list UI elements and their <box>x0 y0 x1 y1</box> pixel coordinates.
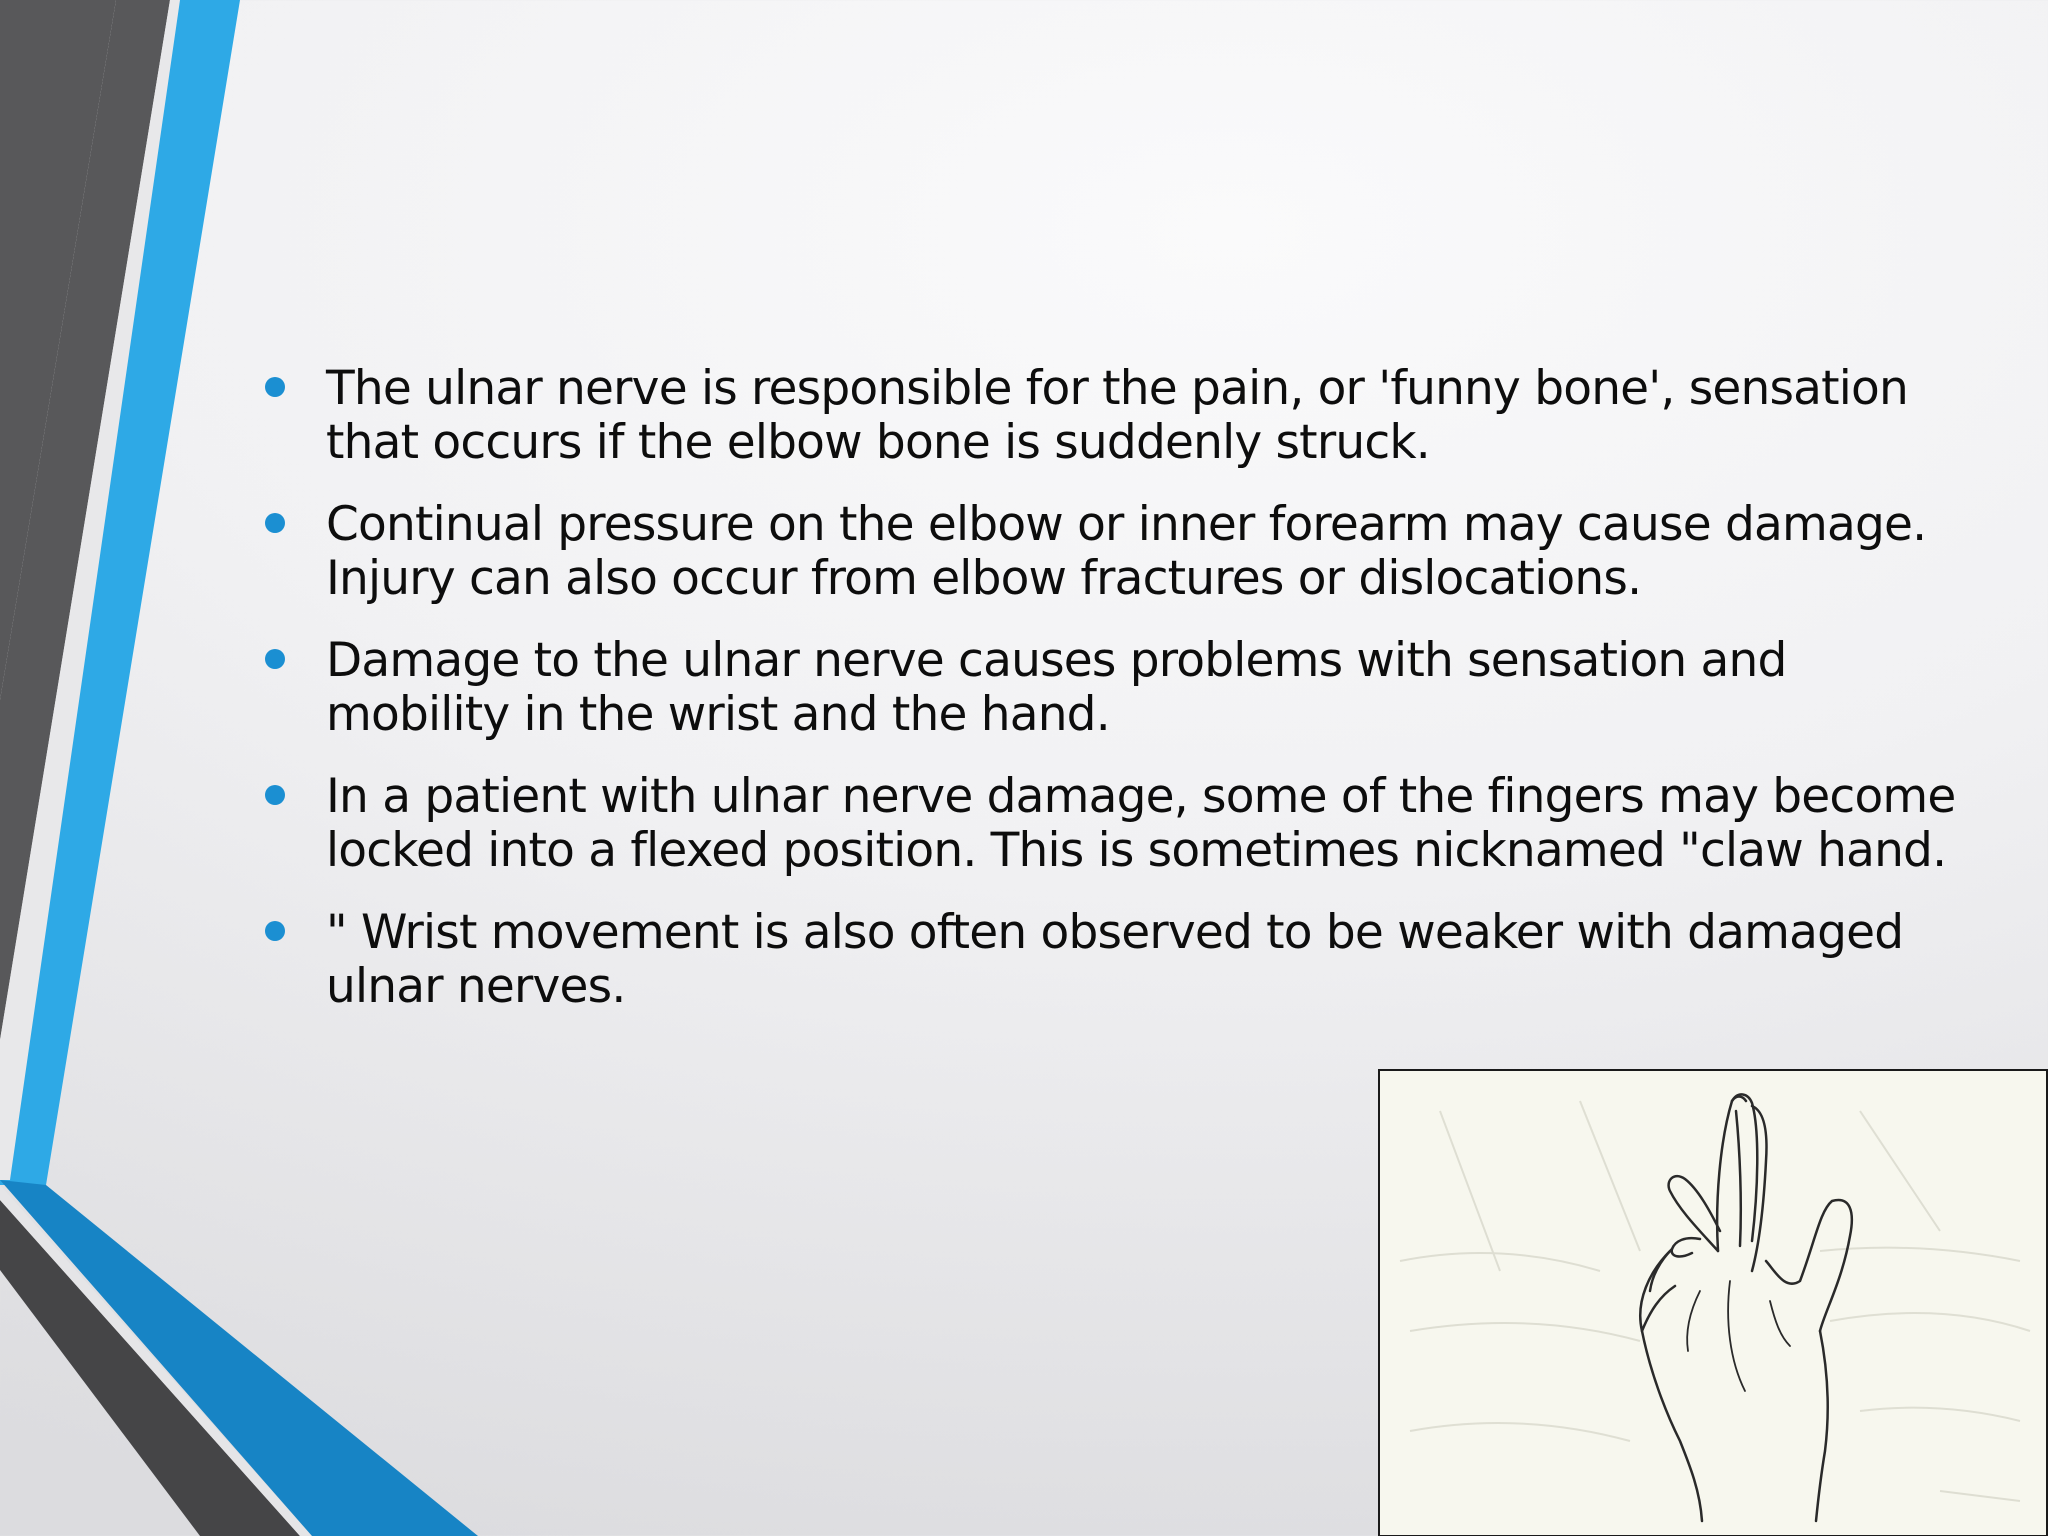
bullet-text: " Wrist movement is also often observed to be weaker with damaged ulnar nerves. <box>326 905 1904 1014</box>
bullet-dot-icon <box>265 649 285 669</box>
bullet-text: Continual pressure on the elbow or inner forearm may cause damage. Injury can also occur from elbow fractures or dislocations. <box>326 497 1927 606</box>
bullet-list-area <box>260 362 1960 1042</box>
claw-hand-drawing-icon <box>1380 1071 2046 1535</box>
claw-hand-figure <box>1378 1069 2048 1536</box>
bullet-item <box>260 498 1960 606</box>
bullet-dot-icon <box>265 377 285 397</box>
bullet-item <box>260 906 1960 1014</box>
bullet-dot-icon <box>265 785 285 805</box>
bullet-dot-icon <box>265 513 285 533</box>
bullet-item <box>260 362 1960 470</box>
bullet-dot-icon <box>265 921 285 941</box>
bullet-text: In a patient with ulnar nerve damage, some of the fingers may become locked into a flexed position. This is sometimes nicknamed "claw hand. <box>326 769 1956 878</box>
bullet-item <box>260 770 1960 878</box>
bullet-item <box>260 634 1960 742</box>
bullet-text: Damage to the ulnar nerve causes problems with sensation and mobility in the wrist and the hand. <box>326 633 1787 742</box>
bullet-text: The ulnar nerve is responsible for the pain, or 'funny bone', sensation that occurs if the elbow bone is suddenly struck. <box>326 361 1909 470</box>
bullet-list <box>260 362 1960 1014</box>
